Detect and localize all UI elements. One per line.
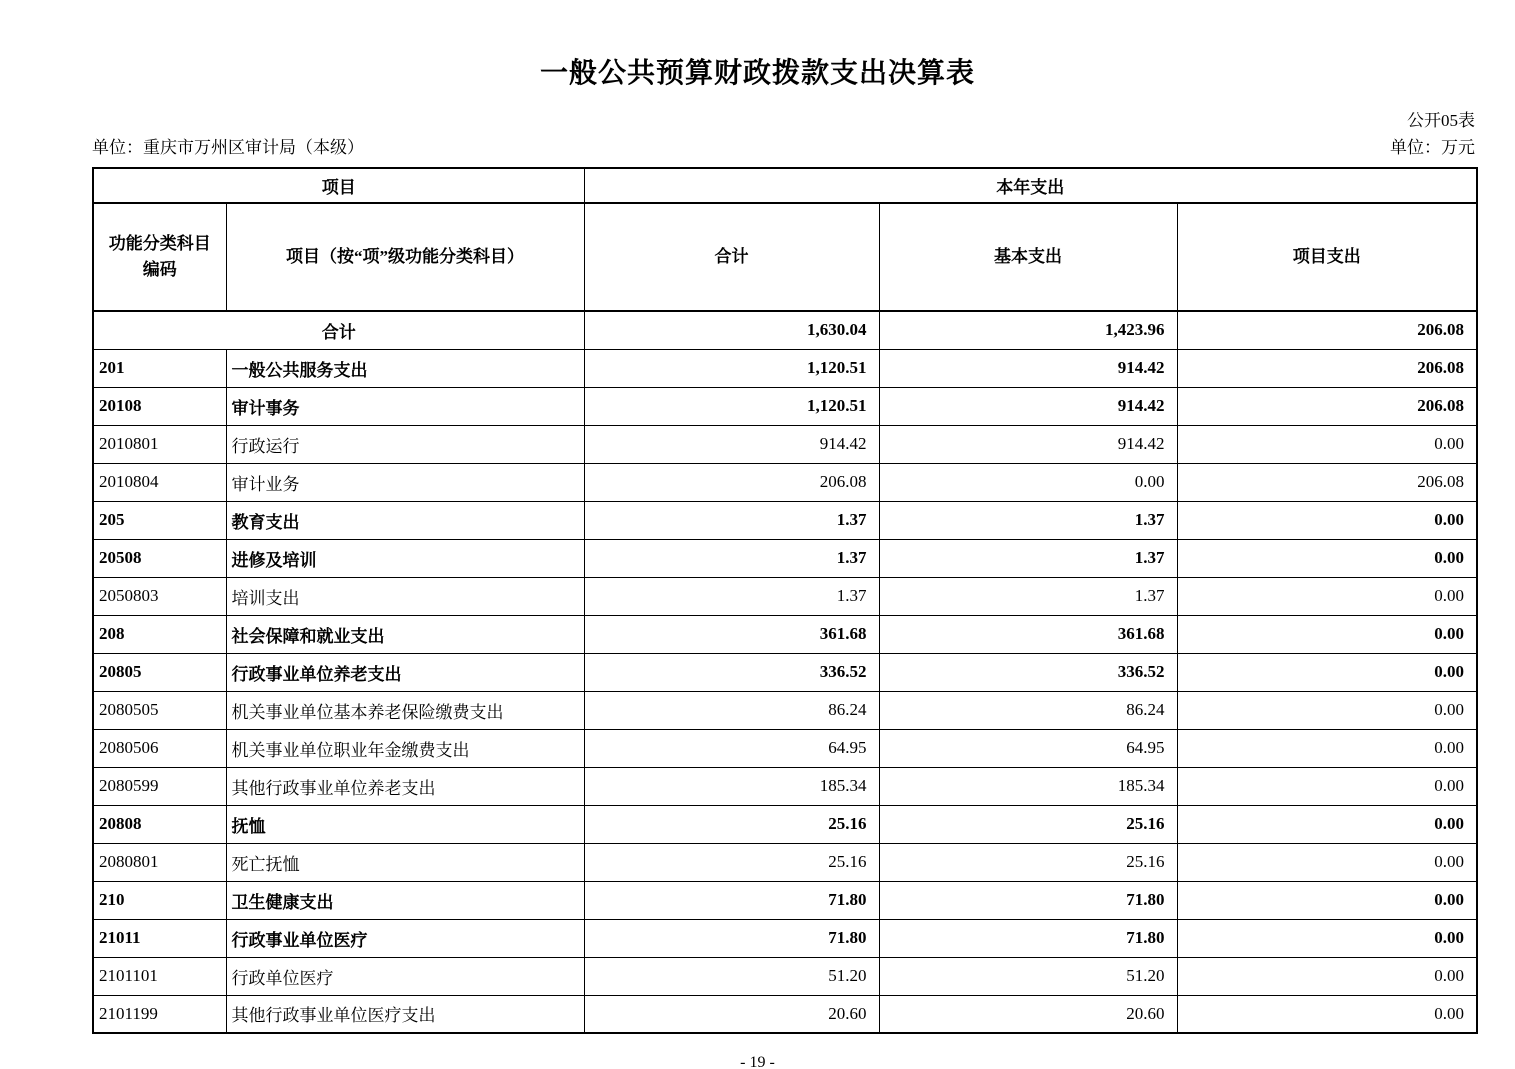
table-total-row bbox=[93, 311, 1477, 349]
row-amount-total: 51.20 bbox=[584, 957, 879, 995]
row-item-name: 一般公共服务支出 bbox=[226, 349, 584, 387]
row-function-code: 20805 bbox=[93, 653, 226, 691]
row-amount-project: 0.00 bbox=[1177, 995, 1477, 1033]
row-amount-basic: 336.52 bbox=[879, 653, 1177, 691]
row-amount-total: 1.37 bbox=[584, 539, 879, 577]
table-row bbox=[93, 349, 1477, 387]
row-function-code: 2080505 bbox=[93, 691, 226, 729]
header-project-expenditure: 项目支出 bbox=[1177, 203, 1477, 311]
row-function-code: 2080801 bbox=[93, 843, 226, 881]
row-amount-basic: 1.37 bbox=[879, 577, 1177, 615]
table-row bbox=[93, 919, 1477, 957]
total-row-amount-basic: 1,423.96 bbox=[879, 311, 1177, 349]
table-row bbox=[93, 653, 1477, 691]
row-item-name: 行政运行 bbox=[226, 425, 584, 463]
row-function-code: 205 bbox=[93, 501, 226, 539]
row-item-name: 行政事业单位医疗 bbox=[226, 919, 584, 957]
row-amount-project: 206.08 bbox=[1177, 349, 1477, 387]
row-amount-project: 0.00 bbox=[1177, 843, 1477, 881]
header-project-group: 项目 bbox=[93, 168, 584, 203]
row-amount-basic: 914.42 bbox=[879, 349, 1177, 387]
row-amount-project: 0.00 bbox=[1177, 919, 1477, 957]
row-amount-basic: 71.80 bbox=[879, 919, 1177, 957]
row-item-name: 卫生健康支出 bbox=[226, 881, 584, 919]
header-group-row bbox=[93, 168, 1477, 203]
table-row bbox=[93, 957, 1477, 995]
row-amount-project: 0.00 bbox=[1177, 767, 1477, 805]
total-row-label: 合计 bbox=[93, 311, 584, 349]
row-amount-basic: 86.24 bbox=[879, 691, 1177, 729]
row-item-name: 社会保障和就业支出 bbox=[226, 615, 584, 653]
row-function-code: 2101101 bbox=[93, 957, 226, 995]
row-item-name: 抚恤 bbox=[226, 805, 584, 843]
row-amount-total: 361.68 bbox=[584, 615, 879, 653]
row-function-code: 20808 bbox=[93, 805, 226, 843]
row-amount-basic: 1.37 bbox=[879, 501, 1177, 539]
table-header bbox=[93, 168, 1477, 311]
header-total: 合计 bbox=[584, 203, 879, 311]
row-function-code: 210 bbox=[93, 881, 226, 919]
row-item-name: 机关事业单位基本养老保险缴费支出 bbox=[226, 691, 584, 729]
table-row bbox=[93, 501, 1477, 539]
total-row-amount-project: 206.08 bbox=[1177, 311, 1477, 349]
row-function-code: 2050803 bbox=[93, 577, 226, 615]
row-amount-project: 0.00 bbox=[1177, 577, 1477, 615]
row-amount-basic: 0.00 bbox=[879, 463, 1177, 501]
row-item-name: 机关事业单位职业年金缴费支出 bbox=[226, 729, 584, 767]
row-amount-project: 0.00 bbox=[1177, 501, 1477, 539]
row-amount-total: 64.95 bbox=[584, 729, 879, 767]
row-amount-basic: 25.16 bbox=[879, 805, 1177, 843]
row-item-name: 教育支出 bbox=[226, 501, 584, 539]
table-row bbox=[93, 463, 1477, 501]
unit-currency: 单位：万元 bbox=[1390, 138, 1475, 157]
row-amount-project: 0.00 bbox=[1177, 805, 1477, 843]
table-row bbox=[93, 767, 1477, 805]
unit-name: 单位：重庆市万州区审计局（本级） bbox=[92, 138, 364, 157]
row-function-code: 21011 bbox=[93, 919, 226, 957]
row-amount-basic: 361.68 bbox=[879, 615, 1177, 653]
row-amount-total: 71.80 bbox=[584, 881, 879, 919]
row-function-code: 2010804 bbox=[93, 463, 226, 501]
row-amount-total: 206.08 bbox=[584, 463, 879, 501]
table-row bbox=[93, 805, 1477, 843]
row-item-name: 审计业务 bbox=[226, 463, 584, 501]
row-amount-project: 206.08 bbox=[1177, 387, 1477, 425]
row-amount-basic: 25.16 bbox=[879, 843, 1177, 881]
row-amount-project: 0.00 bbox=[1177, 653, 1477, 691]
row-amount-basic: 64.95 bbox=[879, 729, 1177, 767]
row-amount-project: 0.00 bbox=[1177, 729, 1477, 767]
page-number: - 19 - bbox=[740, 1054, 775, 1069]
row-amount-project: 0.00 bbox=[1177, 691, 1477, 729]
total-row-amount-total: 1,630.04 bbox=[584, 311, 879, 349]
table-row bbox=[93, 691, 1477, 729]
row-amount-project: 0.00 bbox=[1177, 615, 1477, 653]
table-number: 公开05表 bbox=[1407, 111, 1475, 130]
table-row bbox=[93, 387, 1477, 425]
row-amount-total: 71.80 bbox=[584, 919, 879, 957]
table-row bbox=[93, 577, 1477, 615]
row-function-code: 201 bbox=[93, 349, 226, 387]
table-row bbox=[93, 615, 1477, 653]
row-function-code: 2080506 bbox=[93, 729, 226, 767]
meta-row bbox=[0, 137, 1515, 159]
row-function-code: 208 bbox=[93, 615, 226, 653]
row-amount-total: 1,120.51 bbox=[584, 349, 879, 387]
header-function-code: 功能分类科目编码 bbox=[93, 203, 226, 311]
table-row bbox=[93, 539, 1477, 577]
row-amount-total: 25.16 bbox=[584, 805, 879, 843]
page-title: 一般公共预算财政拨款支出决算表 bbox=[539, 58, 975, 89]
row-item-name: 其他行政事业单位医疗支出 bbox=[226, 995, 584, 1033]
row-function-code: 20508 bbox=[93, 539, 226, 577]
row-function-code: 20108 bbox=[93, 387, 226, 425]
row-item-name: 死亡抚恤 bbox=[226, 843, 584, 881]
row-item-name: 行政事业单位养老支出 bbox=[226, 653, 584, 691]
row-amount-basic: 185.34 bbox=[879, 767, 1177, 805]
row-amount-total: 25.16 bbox=[584, 843, 879, 881]
row-amount-project: 0.00 bbox=[1177, 881, 1477, 919]
row-amount-basic: 1.37 bbox=[879, 539, 1177, 577]
row-item-name: 进修及培训 bbox=[226, 539, 584, 577]
table-row bbox=[93, 425, 1477, 463]
table-body bbox=[93, 311, 1477, 1033]
table-row bbox=[93, 729, 1477, 767]
header-basic-expenditure: 基本支出 bbox=[879, 203, 1177, 311]
row-amount-total: 1.37 bbox=[584, 577, 879, 615]
row-amount-project: 206.08 bbox=[1177, 463, 1477, 501]
row-function-code: 2080599 bbox=[93, 767, 226, 805]
row-item-name: 行政单位医疗 bbox=[226, 957, 584, 995]
table-row bbox=[93, 843, 1477, 881]
row-amount-basic: 71.80 bbox=[879, 881, 1177, 919]
row-amount-project: 0.00 bbox=[1177, 957, 1477, 995]
row-function-code: 2010801 bbox=[93, 425, 226, 463]
row-amount-total: 914.42 bbox=[584, 425, 879, 463]
row-amount-total: 336.52 bbox=[584, 653, 879, 691]
table-row bbox=[93, 881, 1477, 919]
row-item-name: 审计事务 bbox=[226, 387, 584, 425]
expenditure-table bbox=[92, 167, 1478, 1034]
row-amount-basic: 20.60 bbox=[879, 995, 1177, 1033]
row-function-code: 2101199 bbox=[93, 995, 226, 1033]
row-amount-total: 20.60 bbox=[584, 995, 879, 1033]
row-amount-total: 1,120.51 bbox=[584, 387, 879, 425]
row-amount-project: 0.00 bbox=[1177, 425, 1477, 463]
row-amount-total: 1.37 bbox=[584, 501, 879, 539]
row-amount-project: 0.00 bbox=[1177, 539, 1477, 577]
header-current-year-group: 本年支出 bbox=[584, 168, 1477, 203]
row-amount-total: 86.24 bbox=[584, 691, 879, 729]
row-item-name: 培训支出 bbox=[226, 577, 584, 615]
header-item: 项目（按“项”级功能分类科目） bbox=[226, 203, 584, 311]
row-amount-total: 185.34 bbox=[584, 767, 879, 805]
row-amount-basic: 914.42 bbox=[879, 425, 1177, 463]
row-amount-basic: 914.42 bbox=[879, 387, 1177, 425]
row-item-name: 其他行政事业单位养老支出 bbox=[226, 767, 584, 805]
header-cols-row bbox=[93, 203, 1477, 311]
row-amount-basic: 51.20 bbox=[879, 957, 1177, 995]
table-row bbox=[93, 995, 1477, 1033]
